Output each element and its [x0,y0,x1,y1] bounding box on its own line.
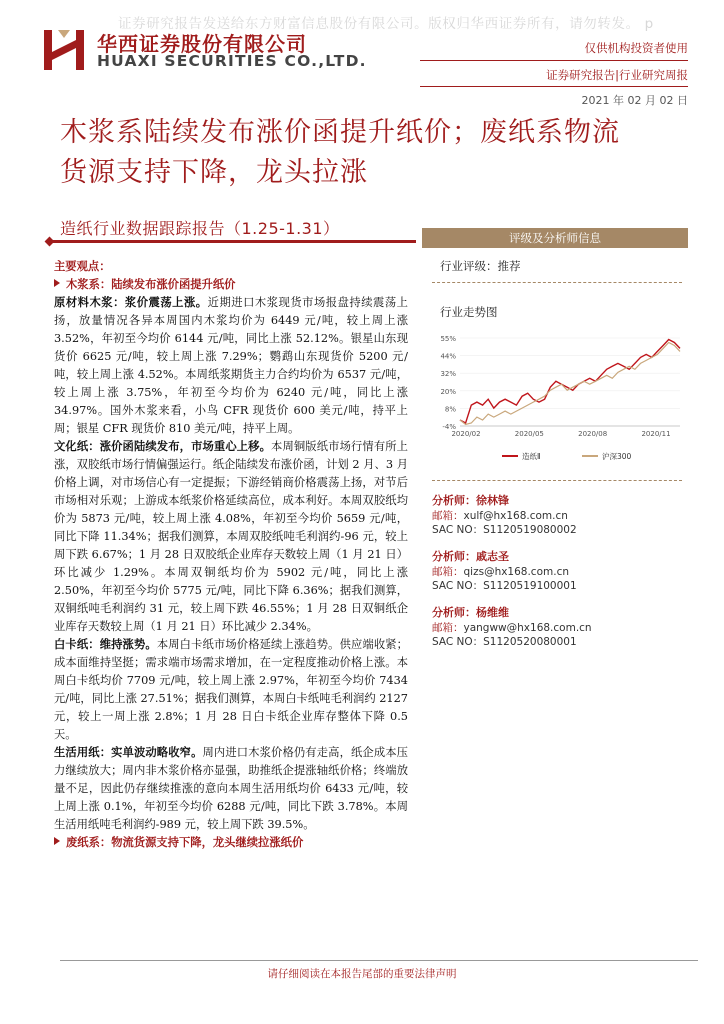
analyst-3-name: 分析师：杨维维 [432,606,509,619]
analyst-3-email[interactable]: 邮箱：yangww@hx168.com.cn [432,622,592,634]
report-date: 2021 年 02 月 02 日 [581,94,688,107]
main-column [54,258,408,852]
y-tick-label: 20% [440,387,456,396]
subtitle-rule [52,240,416,243]
brand-name-cn: 华西证券股份有限公司 [97,32,307,56]
paragraph-tissue: 生活用纸：实单波动略收窄。周内进口木浆价格仍有走高，纸企成本压力继续放大；周内非木浆价格亦显强，助推纸企提涨轴纸价格；终端放量不足，因此仍存继续推涨的意向本周生活用纸均价 6433 元/吨，较上周上涨 0.1%，年初至今均价 6288 元/吨，同比下跌 3.78%。本周生活用纸吨毛利润约-989 元，较上周下跌 39.5%。 [54,746,408,831]
legend-label: 造纸Ⅱ [522,452,541,461]
paragraph-culture: 文化纸：涨价函陆续发布，市场重心上移。本周铜版纸市场行情有所上涨，双胶纸市场行情偏强运行。纸企陆续发布涨价函，计划 2 月、3 月价格上调，对市场信心有一定提振；下游经销商价格震荡上扬，对节后市场相对乐观；上游成本纸浆价格延续高位，成本利好。本周双胶纸均价为 5873 元/吨，较上周上涨 4.08%，年初至今均价 5659 元/吨，同比下降 11.34%；据我们测算，本周双胶纸吨毛利润约-96 元，较上周下跌 6.67%；1 月 28 日双胶纸企业库存天数较上周（1 月 21 日）环比减少 1.29%。本周双铜纸均价为 5902 元/吨，同比上涨 2.50%，年初至今均价 5775 元/吨，同比下降 6.36%；据我们测算，双铜纸吨毛利润约 31 元，较上周下跌 46.55%；1 月 28 日双铜纸企业库存天数较上周（1 月 21 日）环比减少 2.34%。 [54,440,408,633]
analyst-3-sac: SAC NO：S1120520080001 [432,636,577,648]
y-tick-label: 44% [440,352,456,361]
analyst-1-email[interactable]: 邮箱：xulf@hx168.com.cn [432,510,568,522]
y-tick-label: 55% [440,335,456,343]
footer-disclaimer: 请仔细阅读在本报告尾部的重要法律声明 [267,968,457,980]
industry-trend-chart [432,330,688,470]
key-points-heading: 主要观点： [54,260,111,273]
x-tick-label: 2020/11 [641,430,671,438]
subtitle-marker-icon [45,237,55,247]
triangle-bullet-icon [54,279,60,287]
side-divider [432,480,682,481]
industry-rating: 行业评级：推荐 [440,259,521,273]
x-tick-label: 2020/05 [514,430,544,438]
analyst-2-sac: SAC NO：S1120519100001 [432,580,577,592]
brand-name-en: HUAXI SECURITIES CO.,LTD. [97,52,367,70]
audience-note: 仅供机构投资者使用 [584,41,688,55]
paragraph-pulp: 原材料木浆：浆价震荡上涨。近期进口木浆现货市场报盘持续震荡上扬，放量情况各异本周国内木浆均价为 6449 元/吨，较上周上涨 3.52%，年初至今均价 6144 元/吨，同比上涨 52.12%。银星山东现货价 6625 元/吨，较上周上涨 7.29%；鹦鹉山东现货价 5200 元/吨，较上周上涨 4.52%。本周纸浆期货主力合约均价为 6537 元/吨，较上周上涨 3.75%，年初至今均价为 6240 元/吨，同比上涨 34.97%。国外木浆来看，小鸟 CFR 现货价 600 美元/吨，持平上周；银星 CFR 现货价 810 美元/吨，持平上周。 [54,296,408,435]
x-tick-label: 2020/02 [451,430,481,438]
legend-label: 沪深300 [602,452,632,461]
section-heading-wood: 木浆系：陆续发布涨价函提升纸价 [66,278,236,291]
rating-analyst-header: 评级及分析师信息 [422,228,688,248]
series-line-1 [460,340,680,424]
y-tick-label: 8% [444,405,456,414]
watermark: 证券研究报告发送给东方财富信息股份有限公司。版权归华西证券所有，请勿转发。 p [118,16,654,32]
x-tick-label: 2020/08 [578,430,608,438]
side-divider [432,282,682,283]
report-title-line: 货源支持下降，龙头拉涨 [60,157,368,188]
paragraph-ivory: 白卡纸：维持涨势。本周白卡纸市场价格延续上涨趋势。供应端收紧；成本面维持坚挺；需求端市场需求增加，在一定程度推动价格上涨。本周白卡纸均价 7709 元/吨，较上周上涨 2.97%，年初至今均价 7434 元/吨，同比上涨 27.51%；据我们测算，本周白卡纸吨毛利润约 2127 元，较上一周上涨 2.8%；1 月 28 日白卡纸企业库存整体下降 0.5 天。 [54,638,408,741]
analyst-2-name: 分析师：戚志圣 [432,550,509,563]
triangle-bullet-icon [54,837,60,845]
huaxi-logo-icon [44,30,84,70]
report-title [60,113,700,193]
y-tick-label: -4% [442,423,456,431]
analyst-1-name: 分析师：徐林锋 [432,494,509,507]
report-type: 证券研究报告|行业研究周报 [546,68,688,82]
trend-chart-label: 行业走势图 [440,305,498,319]
header-divider [420,86,688,87]
analyst-1-sac: SAC NO：S1120519080002 [432,524,577,536]
section-heading-waste: 废纸系：物流货源支持下降，龙头继续拉涨纸价 [66,836,304,849]
analyst-2-email[interactable]: 邮箱：qizs@hx168.com.cn [432,566,570,578]
report-title-line: 木浆系陆续发布涨价函提升纸价；废纸系物流 [60,117,620,148]
footer-rule [60,960,698,961]
y-tick-label: 32% [440,370,456,379]
report-subtitle: 造纸行业数据跟踪报告（1.25-1.31） [60,219,340,238]
header-divider [420,60,688,61]
